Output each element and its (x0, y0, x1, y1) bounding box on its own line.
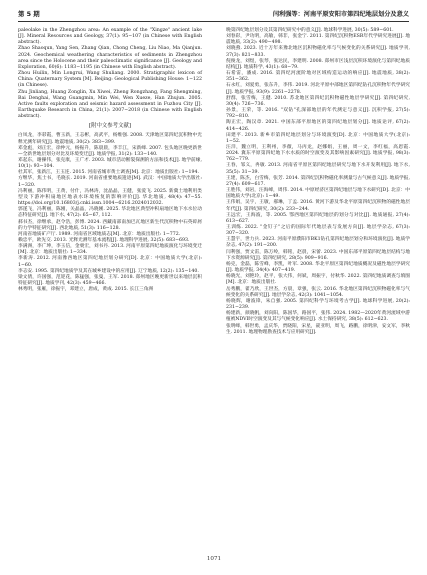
page-number: 1071 (206, 556, 222, 562)
left-column (18, 28, 202, 293)
right-column (226, 28, 410, 336)
reference-entry: 王春，邹义，冉敏. 2013. 河南省平原区第四纪地层研究与地下水开发利用[J]. 地下水, 35(5): 31−39. (226, 163, 410, 175)
reference-entry: 河南省地质矿产厅. 1989. 河南省区域地质志[M]. 北京：地质出版社: 1−772. (18, 231, 181, 237)
reference-entry: 石永红，刘爱勇，张东升，李伟. 2019. 河北平原中部地区第四纪钻孔沉积物年代学研究[J]. 地质学报, 93(9): 2261−2278. (226, 83, 410, 95)
reference-entry: 刘晓燕. 2023. 近十万年来豫北地区沉积物磁化率与气候变化的关系研究[J]. 地质学刊, 37(3): 821−833. (226, 46, 410, 58)
reference-list-chinese-continued (226, 28, 410, 336)
reference-entry: 岳秀鹏，翟乃欣，王世杰，方晨，章强，张云. 2016. 华北地区第四纪沉积物磁化率与气候变化的关系研究[J]. 地层学杂志, 42(3): 1041−1054. (226, 286, 410, 298)
appendix-subheading: [附中文参考文献] (89, 123, 131, 130)
reference-entry: 王伟娟，吴宇，王敏，郝琳，丁孟. 2016. 黄河下游及华北平原第四纪沉积物的磁性地层年代[J]. 第四纪研究, 30(2): 233−244. (226, 200, 410, 212)
reference-list-chinese (18, 133, 202, 293)
running-title: 闫利强等：河南平原安阳市第四纪地层划分及意义 (272, 11, 409, 18)
reference-entry: 王慧宇，世力兵. 2023. 河南平原濮阳市BK1钻孔第四纪地层划分和环境演化[J]. 地质学杂志, 47(2): 191−200. (226, 237, 410, 249)
reference-entry: 杨克，金磊，陈雪峰，李凯，叶军. 2008. 华北平原区第四纪地质概况及磁性地层学研究[J]. 地质学报, 34(4): 407−419. (226, 261, 410, 274)
running-header (18, 8, 409, 22)
reference-entry: 王远宏，王海波，等. 2005. 鄂西地区第四纪地层的划分与对比[J]. 地质通报, 27(4): 613−627. (226, 212, 410, 224)
reference-entry: 晚第四纪地层划分及其第四纪研究中的意义[J]. 地球科学进展, 30(5): 589−601. (226, 28, 394, 33)
reference-entry: 郝书杰，徐继承，赵令浩，彭博. 2024. 西藏南部南加巴瓦地区新生代沉积物中石英碎屑的力学特征研究[J]. 西北地质, 51(3): 116−128. (18, 219, 202, 231)
reference-entry: 邓金彪，刘正宏，徐仲元，杨振升，陈晨晨，李丰江，宋新峰. 2007. 包头地区晚更新世—全新世地层划分对比及环境变迁[J]. 地质学报, 31(2): 133−140. (18, 145, 202, 157)
reference-entry: Zhao Shaoqun, Yang Sen, Zhang Qian, Chong Cheng, Liu Niao, Ma Qianjun. 2024. Geochemical weathering characteristics of sediments in Zhengzhou area since the Holocene and their paleoclimatic significance [J]. Geology and Exploration, 60(6): 1183−1195 (in Chinese with English abstract). (18, 46, 202, 70)
reference-entry: 闫利强，贾文雷，陈万岭，韩铭，赵晨，宋蕾. 2023. 中国东部平原第四纪地层结构与地下水资源研究[J]. 第四纪研究, 28(5): 909−916. (226, 249, 410, 261)
reference-entry: 杨建新，颜晓帆，刘向阳，陈国华，路国平，张伟. 2024. 1982—2020年黄河流域中游植被NDVI时空演变及其与气候变化响应[J]. 水土保持研究, 38(5): 612−623. (226, 311, 410, 323)
reference-entry: 梁文倩，许国强，范迎花，陈猛强，张曼，王军. 2018. 郑州地区晚更新世以来地层沉积特征研究[J]. 地质学刊, 42(3): 459−466. (18, 274, 202, 287)
reference-entry: 王训练. 2022. "金钉子"之后的国际年代地层表与发展方向[J]. 地层学杂志, 67(3): 307−320. (226, 225, 410, 237)
reference-entry: 赖忠平，欧先交. 2013. 光释光测年基本流程[J]. 地理科学进展, 32(5): 683−693. (18, 238, 190, 243)
reference-entry: 张明峰，韩世勇，孟庆华，贾晓阳，宋星，聂亚明，周飞，路鹏，徐明津，安文军，李秋生. 2011. 地理物理勘查技术与应用研究[J]. (226, 323, 410, 335)
reference-entry: 林秀明，张雁，徐振宇，邓建立，唐成，黄成. 2015. 长江三角洲 (18, 287, 154, 293)
reference-entry: 陶正宏，陶汉章. 2021. 中国东部平原地区的第四纪地层划分[J]. 地质论评, 67(2): 414−426. (226, 120, 410, 132)
reference-entry: 李新涛. 2012. 河南豫西地区第四纪地层划分研究[D]. 北京：中国地质大学(北京): 1−60. (18, 256, 202, 268)
reference-entry: Zhu Jinliang, Huang Zonglin, Xu Xiwei, Zheng Rongzhang, Fang Shengming, Bai Denghai, Wang Guangmin, Min Wei, Wen Xueze, Han Zhujun. 2005. Active faults exploration and seismic hazard assessment in Fuzhou City [J]. Earthquake Research in China, 21(1): 2007−2018 (in Chinese with English abstract). (18, 89, 202, 120)
reference-entry: 李志安. 1995. 第四纪地质学及其在城乡建设中的应用[J]. 辽宁地质, 12(2): 135−140. (18, 268, 199, 274)
reference-entry: 刘春彩，尹功明，高敏，韩非，张金宁. 2011. 第四纪沉积物ESR年代学研究进展[J]. 地震地质, 33(2): 490−498. (226, 34, 410, 46)
reference-entry: 石希雷，潘成. 2016. 第四纪河流阶地对区域构造运动的响应[J]. 地震地质, 38(2): 351−362. (226, 71, 410, 83)
reference-entry: 王建，陈杰，白雪梅，张芳. 2014. 第四纪沉积物磁化率测量与古气候意义[J]. 地质学报, 27(4): 609−617. (226, 175, 410, 187)
reference-entry: 杨晓光，刘艳玲，赵平，张大伟，何斌，周振宇，付秋华. 2022. 第四纪地质调查与填图[M]. 北京：地质出版社. (226, 274, 410, 286)
reference-entry: 汪洋，魏立明，王利州，李薇，马丙龙，赵娜娟，王丽，周一文，李红福，高恩霞. 2024. 冀东平原第四纪地下水水质的时空演变及其影响因素研究[J]. 地质学报, 98(3): 762−779. (226, 144, 410, 163)
reference-entry: 倪俊龙，刘煜，张琴，张达民，李建明. 2008. 郑州市区浅层沉积环境演化与第四纪地质结构[J]. 地质科学, 43(1): 68−79. (226, 58, 410, 70)
reference-entry: 杨晓辉，谢波锋，朱自强. 2005. 第四纪科学与环境考古学[J]. 地球科学进展, 20(2): 231−239. (226, 298, 410, 311)
reference-entry: 邓起东，谢操伟，张克康，王广才. 2003. 城市活动断裂探测的方法和技术[J]. 地学前缘, 10(1): 93−104. (18, 157, 202, 170)
reference-entry: 孙景，王荣，等. 2016. "双钻"孔深部地层的年代测定与意义[J]. 沉积学报, 27(5): 792−810. (226, 108, 410, 120)
reference-entry: 方继华，焦士书，毛晓长. 2019. 河南省重要地质遗迹[M]. 武汉：中国地质大学出版社: 1−320. (18, 176, 202, 188)
reference-entry: 王胜伟，刘岩，汪海峰，周伟. 2014. 中原经济区第四纪地层与地下水研究[D]. 北京：中国地质大学(北京): 1−49. (226, 188, 410, 200)
reference-entry: 白凤龙，李彩霞，曹玉新，王志彬，高武平，杨维强. 2008. 天津地区第四纪沉积物中光释光测年研究[J]. 地震地质, 30(2): 383−399. (18, 133, 202, 145)
reference-entry: 李满洲，李广坤，李玉信，金栗宏，刘书丹. 2013. 河南平原第四纪地质演化与环境变迁[M]. 北京：地质出版社: 1−334. (18, 244, 202, 256)
reference-entry: 冯利丽，陈伟明，王黄，付什，冯林涛，沈晶晶，王健，张爱飞. 2025. 新冀土地利用类型及下游冲积扇地区地表水环境恢复的影响评价[J]. 华北地质, 48(4): 47−55. https://doi.org/10.16803/j.cnki.issn.1004−6216.2024012032. (18, 188, 202, 207)
issue-label: 第 5 期 (18, 10, 40, 18)
reference-entry: Zhou Huilin, Min Longrui, Wang Shuliang. 2000. Stratigraphic lexicon of China: Quaternary System [M]. Beijing: Geological Publishing House: 1−122 (in Chinese). (18, 71, 202, 89)
reference-entry: 田建平. 2013. 新乡市第四纪地层划分与环境演变[D]. 北京：中国地质大学(北京): 1−52. (226, 132, 410, 144)
reference-entry: 杜其军，张新江，王玉连. 2015. 河南省城市黄土调查[M]. 北京：地质出版社: 1−194. (18, 170, 199, 176)
reference-list-english (18, 28, 202, 120)
reference-entry: 舒群，张雪梅，王健. 2010. 苏北地区第四纪沉积物磁性地层学研究[J]. 第四纪研究, 30(4): 726−736. (226, 95, 410, 107)
reference-entry: 郭遂飞，冯利丽，陈刚，关晶晶，冯晓刚. 2025. 华北地区典型冲积扇地区地下水水位动态特征研究[J]. 地下水, 47(2): 65−67, 112. (18, 207, 202, 219)
reference-entry: paleolake in the Zhengzhou area: An example of the "Xingze" ancient lake [J]. Mineral Resources and Geology, 37(1): 95−107 (in Chinese with English abstract). (18, 28, 202, 46)
